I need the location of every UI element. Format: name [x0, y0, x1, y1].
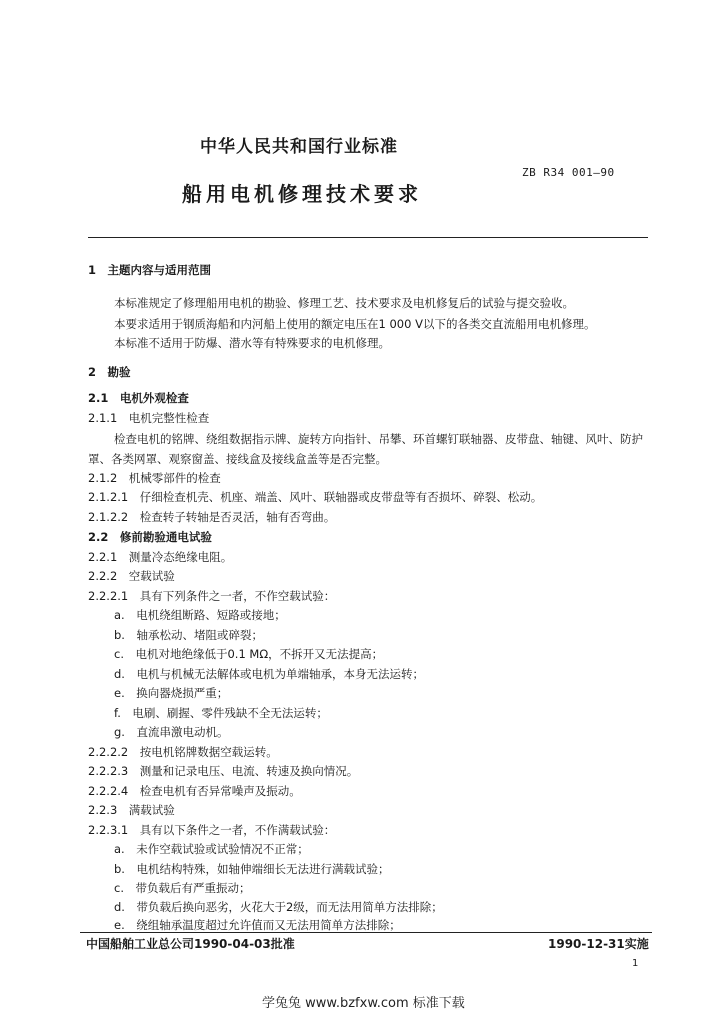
approval-date: 中国船舶工业总公司1990-04-03批准 — [86, 937, 295, 951]
clause-line: 2.2.3 满载试验 — [88, 803, 175, 817]
clause-line: 2.2.2.1 具有下列条件之一者，不作空载试验： — [88, 589, 336, 603]
industry-standard-heading: 中华人民共和国行业标准 — [200, 137, 398, 157]
clause-line: 2.2.2 空载试验 — [88, 569, 175, 583]
paragraph-line: 本要求适用于钢质海船和内河船上使用的额定电压在1 000 V以下的各类交直流船用电机修理。 — [114, 317, 596, 331]
clause-line: 2.1.2 机械零部件的检查 — [88, 471, 221, 485]
list-item: d. 电机与机械无法解体或电机为单端轴承，本身无法运转； — [114, 667, 424, 681]
footer-divider — [80, 932, 652, 933]
clause-line: 2.2.1 测量冷态绝缘电阻。 — [88, 550, 233, 564]
paragraph-line: 本标准规定了修理船用电机的勘验、修理工艺、技术要求及电机修复后的试验与提交验收。 — [114, 296, 574, 310]
list-item: a. 电机绕组断路、短路或接地； — [114, 608, 286, 622]
list-item: b. 轴承松动、堵阻或碎裂； — [114, 628, 263, 642]
list-item: a. 未作空载试验或试验情况不正常； — [114, 842, 309, 856]
list-item: e. 绕组轴承温度超过允许值而又无法用简单方法排除； — [114, 918, 401, 932]
clause-line: 2.1.2.2 检查转子转轴是否灵活，轴有否弯曲。 — [88, 510, 336, 524]
list-item: d. 带负载后换向恶劣，火花大于2级，而无法用简单方法排除； — [114, 900, 443, 914]
subsection-heading: 2.2 修前勘验通电试验 — [88, 530, 212, 544]
header-divider — [88, 237, 648, 238]
document-title: 船用电机修理技术要求 — [182, 182, 422, 206]
section-heading: 1 主题内容与适用范围 — [88, 263, 212, 277]
list-item: f. 电刷、刷握、零件残缺不全无法运转； — [114, 706, 328, 720]
clause-line: 2.2.2.3 测量和记录电压、电流、转速及换向情况。 — [88, 764, 359, 778]
list-item: e. 换向器烧损严重； — [114, 686, 229, 700]
clause-line: 2.2.2.2 按电机铭牌数据空载运转。 — [88, 745, 278, 759]
effective-date: 1990-12-31实施 — [548, 937, 649, 951]
list-item: g. 直流串激电动机。 — [114, 725, 229, 739]
list-item: b. 电机结构特殊，如轴伸端细长无法进行满载试验； — [114, 862, 390, 876]
paragraph-line: 检查电机的铭牌、绕组数据指示牌、旋转方向指针、吊攀、环首螺钉联轴器、皮带盘、轴键、风叶、防护 — [114, 432, 643, 446]
list-item: c. 电机对地绝缘低于0.1 MΩ，不拆开又无法提高； — [114, 647, 384, 661]
clause-line: 2.2.3.1 具有以下条件之一者，不作满载试验： — [88, 823, 336, 837]
site-watermark: 学兔兔 www.bzfxw.com 标准下载 — [262, 996, 465, 1011]
subsection-heading: 2.1 电机外观检查 — [88, 391, 189, 405]
list-item: c. 带负载后有严重振动； — [114, 881, 251, 895]
section-heading: 2 勘验 — [88, 365, 131, 379]
clause-line: 2.1.1 电机完整性检查 — [88, 411, 210, 425]
paragraph-line: 本标准不适用于防爆、潜水等有特殊要求的电机修理。 — [114, 336, 390, 350]
clause-line: 2.2.2.4 检查电机有否异常噪声及振动。 — [88, 784, 301, 798]
paragraph-line: 罩、各类网罩、观察窗盖、接线盒及接线盒盖等是否完整。 — [88, 452, 387, 466]
page-number: 1 — [632, 958, 639, 969]
standard-code: ZB R34 001—90 — [522, 166, 615, 179]
clause-line: 2.1.2.1 仔细检查机壳、机座、端盖、风叶、联轴器或皮带盘等有否损坏、碎裂、松动。 — [88, 490, 543, 504]
